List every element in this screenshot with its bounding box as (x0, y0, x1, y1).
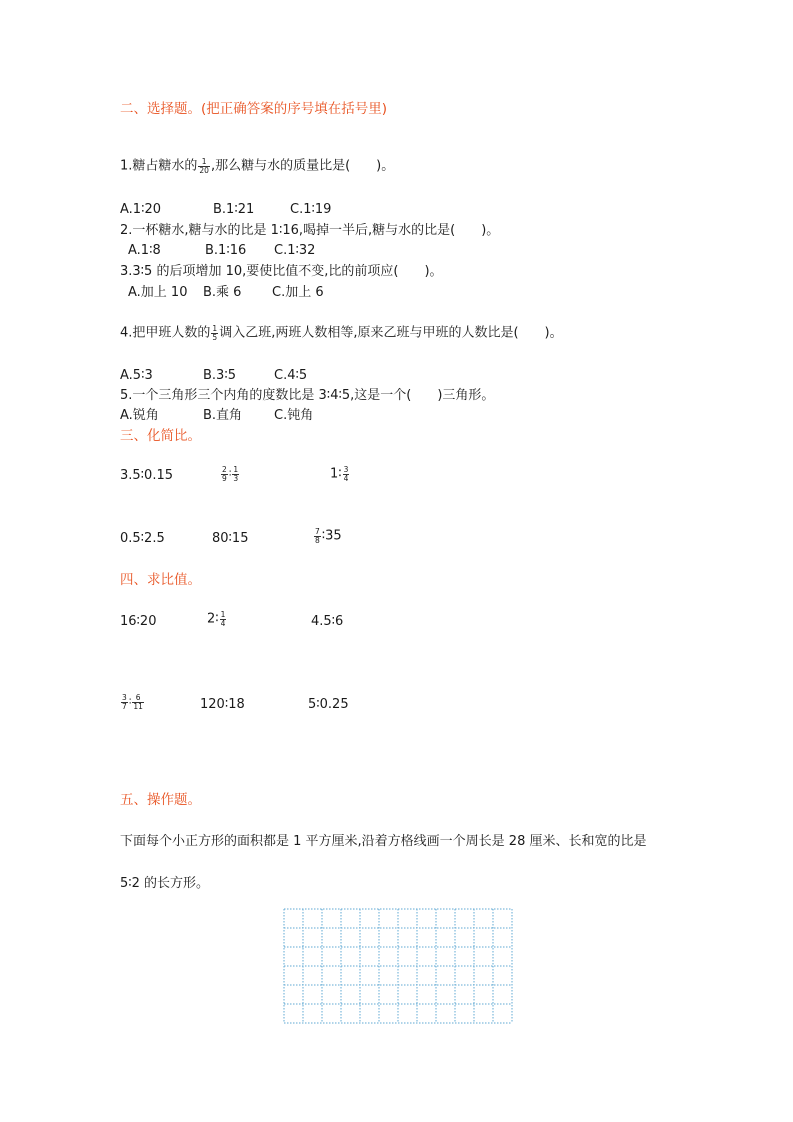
fraction-denominator: 7 (122, 702, 127, 711)
fraction-denominator: 11 (133, 702, 143, 711)
q4-option-b: B.3∶5 (203, 368, 236, 383)
q1-option-b: B.1∶21 (213, 202, 255, 217)
q2-option-a: A.1∶8 (128, 243, 161, 258)
fraction-numerator: 6 (132, 694, 144, 703)
fraction-denominator: 8 (315, 536, 320, 545)
fraction-numerator: 1 (212, 324, 218, 333)
square-grid[interactable] (283, 908, 513, 1024)
q1-option-c: C.1∶19 (290, 202, 332, 217)
section-3-heading: 三、化简比。 (120, 428, 201, 444)
q3-option-b: B.乘 6 (203, 285, 242, 300)
ratio-value-6: 5∶0.25 (308, 697, 349, 712)
fraction-numerator: 1 (233, 465, 239, 474)
fraction-numerator: 2 (222, 465, 227, 474)
ratio-suffix: ∶35 (321, 528, 342, 544)
fraction (314, 528, 321, 545)
fraction-denominator: 4 (343, 474, 349, 483)
simplify-ratio-2 (220, 466, 240, 483)
fraction (343, 466, 350, 483)
question-4-text-end: 调入乙班,两班人数相等,原来乙班与甲班的人数比是( )。 (219, 325, 563, 341)
simplify-ratio-6 (313, 528, 342, 545)
ratio-sign: ∶ (228, 468, 232, 480)
fraction-numerator: 7 (315, 527, 320, 536)
question-1-fraction (198, 158, 210, 175)
fraction (232, 466, 239, 483)
fraction (132, 694, 144, 711)
q3-option-a: A.加上 10 (128, 285, 188, 300)
q3-option-c: C.加上 6 (272, 285, 324, 300)
ratio-value-4 (120, 694, 145, 711)
ratio-prefix: 1∶ (330, 466, 342, 482)
question-4-text-start: 4.把甲班人数的 (120, 325, 211, 341)
fraction (220, 611, 227, 628)
q5-option-a: A.锐角 (120, 408, 159, 423)
question-3: 3.3∶5 的后项增加 10,要使比值不变,比的前项应( )。 (120, 264, 443, 279)
fraction-numerator: 3 (122, 693, 127, 702)
ratio-value-1: 16∶20 (120, 614, 157, 629)
question-4 (120, 325, 563, 342)
question-5: 5.一个三角形三个内角的度数比是 3∶4∶5,这是一个( )三角形。 (120, 388, 495, 403)
q5-option-c: C.钝角 (274, 408, 314, 423)
task-description-line-1: 下面每个小正方形的面积都是 1 平方厘米,沿着方格线画一个周长是 28 厘米、长和宽的比是 (120, 834, 647, 849)
question-4-fraction (211, 325, 218, 342)
section-2-heading: 二、选择题。(把正确答案的序号填在括号里) (120, 101, 388, 117)
q2-option-b: B.1∶16 (205, 243, 247, 258)
ratio-value-2 (207, 611, 227, 628)
question-2: 2.一杯糖水,糖与水的比是 1∶16,喝掉一半后,糖与水的比是( )。 (120, 223, 500, 238)
task-description-line-2: 5∶2 的长方形。 (120, 876, 210, 891)
simplify-ratio-3 (330, 466, 350, 483)
simplify-ratio-4: 0.5∶2.5 (120, 531, 165, 546)
question-1-text-end: ,那么糖与水的质量比是( )。 (210, 158, 395, 174)
ratio-value-5: 120∶18 (200, 697, 245, 712)
fraction (221, 466, 228, 483)
fraction-numerator: 1 (220, 610, 226, 619)
q2-option-c: C.1∶32 (274, 243, 316, 258)
fraction-denominator: 20 (199, 166, 209, 175)
fraction-denominator: 4 (220, 619, 226, 628)
q5-option-b: B.直角 (203, 408, 243, 423)
fraction-denominator: 9 (222, 474, 227, 483)
fraction-denominator: 5 (212, 333, 218, 342)
ratio-value-3: 4.5∶6 (311, 614, 344, 629)
section-4-heading: 四、求比值。 (120, 572, 201, 588)
q4-option-c: C.4∶5 (274, 368, 308, 383)
q4-option-a: A.5∶3 (120, 368, 153, 383)
question-1 (120, 158, 394, 175)
simplify-ratio-1: 3.5∶0.15 (120, 468, 174, 483)
section-5-heading: 五、操作题。 (120, 792, 201, 808)
fraction-numerator: 1 (198, 158, 210, 167)
fraction (121, 694, 128, 711)
fraction-denominator: 3 (233, 474, 239, 483)
ratio-prefix: 2∶ (207, 611, 219, 627)
ratio-sign: ∶ (128, 696, 132, 708)
fraction-numerator: 3 (343, 465, 349, 474)
q1-option-a: A.1∶20 (120, 202, 161, 217)
question-1-text-start: 1.糖占糖水的 (120, 158, 198, 174)
simplify-ratio-5: 80∶15 (212, 531, 249, 546)
